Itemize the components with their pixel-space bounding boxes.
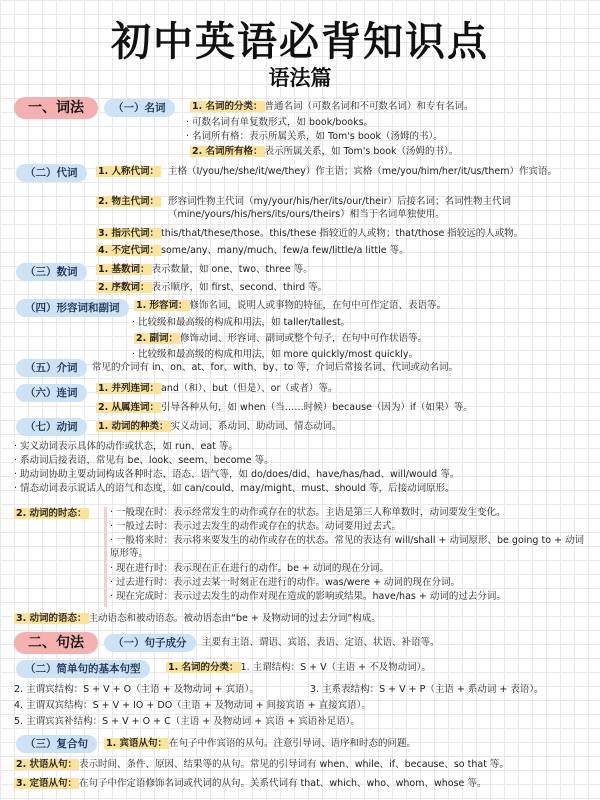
label: 3. 定语从句： — [16, 778, 78, 789]
verb-line-1 — [96, 419, 342, 434]
verb-bullet: · 实义动词表示具体的动作或状态，如 run、eat 等。 — [14, 441, 238, 452]
label: 2. 副词： — [136, 333, 179, 344]
pill-preposition: （五）介词 — [16, 359, 87, 377]
section-heading-syntax: 二、句法 — [14, 632, 98, 654]
conjunction-line-1 — [96, 381, 337, 396]
verb-bullet: · 助动词协助主要动词构成各种时态、语态、语气等，如 do/does/did、have/has/had、will/would 等。 — [14, 469, 460, 480]
pronoun-line-1-head — [96, 164, 161, 179]
text: this/that/these/those。this/these 指较近的人或物；that/those 指较远的人或物。 — [161, 228, 524, 239]
noun-bullet-2: · 名词所有格：表示所属关系，如 Tom's book（汤姆的书）。 — [186, 131, 443, 142]
adverb-line-2 — [134, 331, 427, 346]
pill-adjective-adverb: （四）形容词和副词 — [16, 299, 129, 317]
pill-verb: （七）动词 — [16, 418, 87, 436]
label: 2. 状语从句： — [16, 759, 78, 770]
verb-tense-head — [14, 506, 89, 521]
label: 2. 物主代词： — [98, 196, 160, 207]
simple-line-1 — [166, 660, 431, 675]
label: 1. 名词的分类： — [192, 101, 263, 112]
pill-sentence-components: （一）句子成分 — [104, 634, 196, 652]
pronoun-line-1-text: 主格（I/you/he/she/it/we/they）作主语；宾格（me/you/him/her/it/us/them）作宾语。 — [168, 166, 557, 177]
numeral-line-2 — [96, 280, 327, 295]
pill-simple-sentence: （二）简单句的基本句型 — [16, 660, 150, 678]
pronoun-line-4 — [96, 243, 409, 258]
text: 表示顺序，如 first、second、third 等。 — [151, 282, 328, 293]
text: 修饰动词、形容词、副词或整个句子，在句中可作状语等。 — [180, 333, 428, 344]
preposition-text: 常见的介词有 in、on、at、for、with、by、to 等，介词后常接名词、代词或动名词。 — [92, 362, 458, 373]
conjunction-line-2 — [96, 400, 473, 415]
adjective-bullet-1: · 比较级和最高级的构成和用法，如 taller/tallest。 — [132, 317, 351, 328]
text: 主动语态和被动语态。被动语态由“be + 及物动词的过去分词”构成。 — [88, 613, 381, 624]
pronoun-line-3 — [96, 226, 523, 241]
adjective-line-1 — [134, 298, 446, 313]
page-subtitle: 语法篇 — [268, 66, 332, 90]
text: 表示所属关系，如 Tom's book（汤姆的书）。 — [264, 146, 459, 157]
label: 2. 动词的时态： — [16, 508, 87, 519]
text: 表示数量，如 one、two、three 等。 — [151, 264, 313, 275]
text: 在句子中作宾语的从句。注意引导词、语序和时态的问题。 — [169, 738, 417, 749]
label: 1. 基数词： — [98, 264, 150, 275]
label: 1. 形容词： — [136, 300, 188, 311]
components-text: 主要有主语、谓语、宾语、表语、定语、状语、补语等。 — [202, 637, 440, 648]
label: 1. 人称代词： — [98, 166, 160, 177]
pattern-2: 2. 主谓宾结构：S + V + O（主语 + 及物动词 + 宾语）。 — [14, 684, 259, 695]
pill-numeral: （三）数词 — [16, 263, 87, 281]
label: 2. 序数词： — [98, 282, 150, 293]
label: 3. 指示代词： — [98, 228, 160, 239]
tense-item: · 一般过去时：表示过去发生的动作或存在的状态。动词要用过去式。 — [110, 521, 402, 532]
complex-line-3 — [14, 776, 486, 791]
text: 1. 主谓结构：S + V（主语 + 不及物动词）。 — [240, 662, 431, 673]
adverb-bullet-2: · 比较级和最高级的构成和用法，如 more quickly/most quickly。 — [132, 349, 419, 360]
label: 2. 从属连词： — [98, 402, 160, 413]
noun-line-2 — [190, 144, 458, 159]
text: 实义动词、系动词、助动词、情态动词。 — [170, 421, 342, 432]
label: 4. 不定代词： — [98, 245, 160, 256]
complex-line-2 — [14, 757, 509, 772]
text: 修饰名词，说明人或事物的特征，在句中可作定语、表语等。 — [189, 300, 447, 311]
label: 1. 名词的分类： — [168, 662, 239, 673]
tense-item: · 现在完成时：表示过去发生的动作对现在造成的影响或结果。have/has + 动词的过去分词。 — [110, 591, 506, 602]
tense-item: · 一般将来时：表示将来要发生的动作或存在的状态。常见的表达有 will/shall + 动词原形、be going to + 动词原形等。 — [110, 535, 585, 559]
complex-line-1 — [104, 736, 416, 751]
pattern-3: 3. 主系表结构：S + V + P（主语 + 系动词 + 表语）。 — [310, 684, 544, 695]
noun-bullet-1: · 可数名词有单复数形式，如 book/books。 — [186, 117, 374, 128]
tense-item: · 一般现在时：表示经常发生的动作或存在的状态。主语是第三人称单数时，动词要发生变化。 — [110, 507, 506, 518]
text: 普通名词（可数名词和不可数名词）和专有名词。 — [264, 101, 474, 112]
text: 表示时间、条件、原因、结果等的从句。常见的引导词有 when、while、if、because、so that 等。 — [79, 759, 509, 770]
text: and（和）、but（但是）、or（或者）等。 — [161, 383, 338, 394]
noun-line-1 — [190, 99, 474, 114]
section-heading-lexis: 一、词法 — [14, 97, 98, 119]
label: 1. 宾语从句： — [106, 738, 168, 749]
text: some/any、many/much、few/a few/little/a little 等。 — [161, 245, 409, 256]
text: 引导各种从句，如 when（当……时候）because（因为）if（如果）等。 — [161, 402, 473, 413]
tense-divider — [104, 507, 107, 607]
verb-bullet: · 系动词后接表语，常见有 be、look、seem、become 等。 — [14, 455, 274, 466]
label: 2. 名词所有格： — [192, 146, 263, 157]
page-title: 初中英语必背知识点 — [111, 19, 489, 65]
pill-pronoun: （二）代词 — [16, 164, 87, 182]
tense-item: · 现在进行时：表示现在正在进行的动作。be + 动词的现在分词。 — [110, 563, 389, 574]
verb-voice-line — [14, 611, 381, 626]
tense-item: · 过去进行时：表示过去某一时刻正在进行的动作。was/were + 动词的现在分词。 — [110, 577, 460, 588]
label: 1. 并列连词： — [98, 383, 160, 394]
pill-conjunction: （六）连词 — [16, 384, 87, 402]
pronoun-line-2-text: 形容词性物主代词（my/your/his/her/its/our/their）后接名词；名词性物主代词（mine/yours/his/hers/its/ours/theirs）相当于名词单独使用。 — [168, 196, 512, 220]
verb-bullet: · 情态动词表示说话人的语气和态度，如 can/could、may/might、must、should 等，后接动词原形。 — [14, 483, 455, 494]
pattern-4: 4. 主谓双宾结构：S + V + IO + DO（主语 + 及物动词 + 间接宾语 + 直接宾语）。 — [14, 700, 371, 711]
pattern-5: 5. 主谓宾宾补结构：S + V + O + C（主语 + 及物动词 + 宾语 + 宾语补足语）。 — [14, 716, 360, 727]
numeral-line-1 — [96, 262, 313, 277]
text: 在句子中作定语修饰名词或代词的从句。关系代词有 that、which、who、whom、whose 等。 — [79, 778, 487, 789]
pronoun-line-2-head — [96, 194, 161, 209]
pill-noun: （一）名词 — [104, 99, 175, 117]
pill-complex-sentence: （三）复合句 — [16, 735, 97, 753]
label: 3. 动词的语态： — [16, 613, 87, 624]
label: 1. 动词的种类： — [98, 421, 169, 432]
